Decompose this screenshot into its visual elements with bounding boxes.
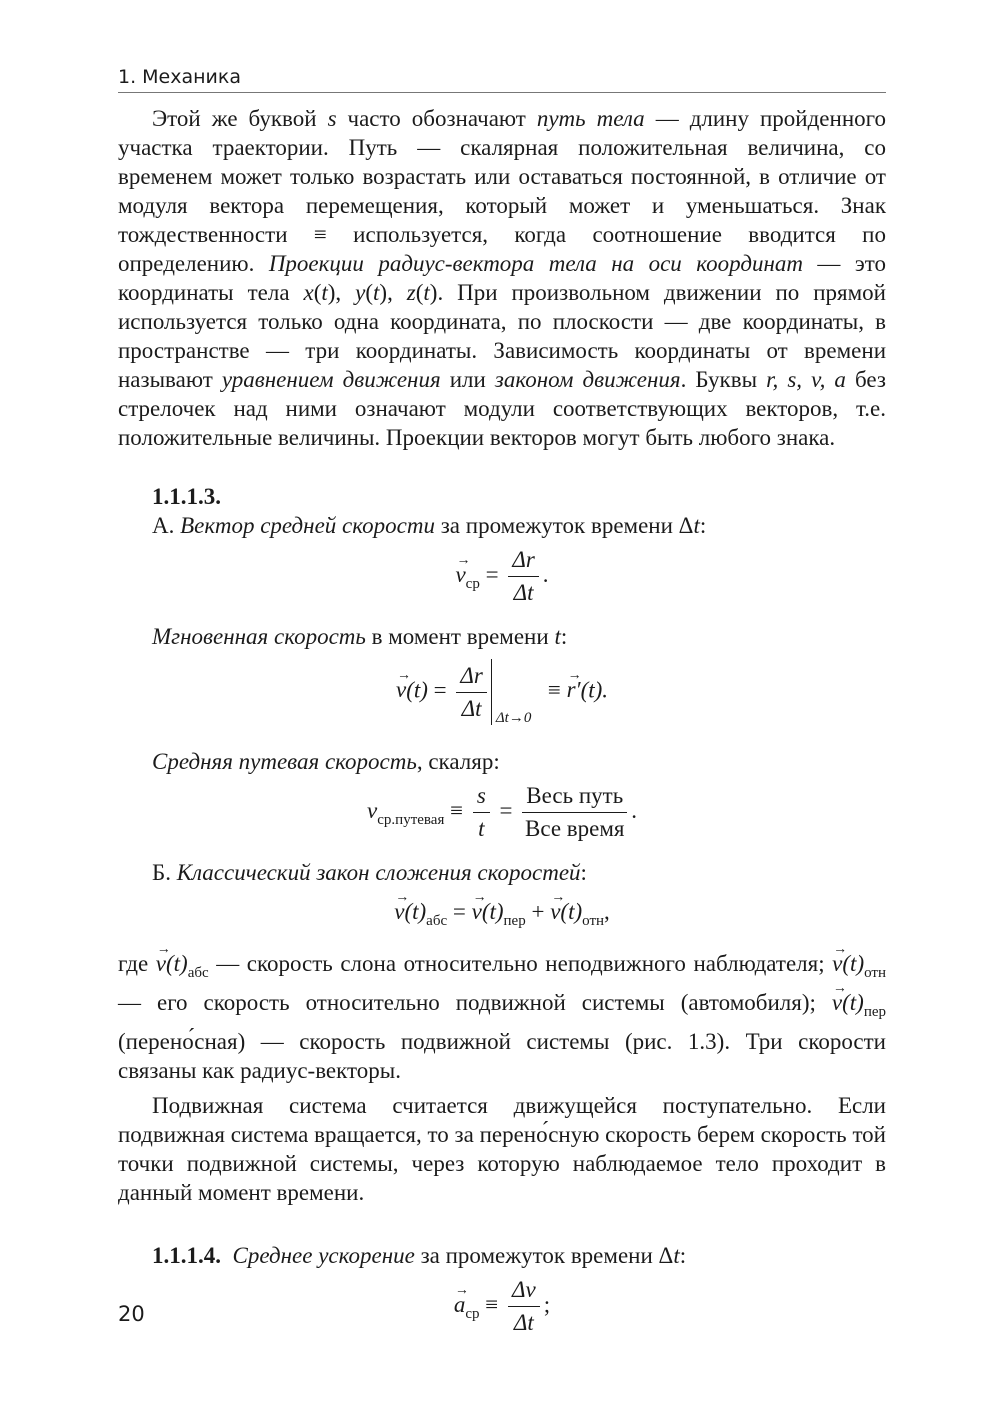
- path-velocity-intro: Средняя путевая скорость, скаляр:: [152, 749, 500, 774]
- section-heading-1113: 1.1.1.3.: [152, 484, 221, 509]
- page-number: 20: [118, 1302, 145, 1326]
- section-heading-1114: 1.1.1.4. Среднее ускорение за промежуток времени Δt:: [152, 1243, 687, 1268]
- page-body: [118, 104, 886, 1342]
- paragraph-path-definition: Этой же буквой s часто обозначают путь тела — длину пройденного участка траектории. Путь — скалярная положительная величина, со временем может только возрастать или оставаться постоянной, в отличие от модуля вектора перемещения, который может и уменьшаться. Знак тождественности ≡ используется, когда соотношение вводится по определению. Проекции радиус-вектора тела на оси координат — это координаты тела x(t), y(t), z(t). При произвольном движении по прямой используется только одна координата, по плоскости — две координаты, в пространстве — три координаты. Зависимость координаты от времени называют уравнением движения или законом движения. Буквы r, s, v, a без стрелочек над ними означают модули соответствующих векторов, т.е. положительные величины. Проекции векторов могут быть любого знака.: [118, 106, 886, 450]
- paragraph-velocity-explanation: где → $v(t)_{абс}$ — скорость слона относительно неподвижного наблюдателя; → $v(t)_{отн}$ — его скорость относительно подвижной системы (автомобиля); → $v(t)_{пер}$ (перено́сная) — скорость подвижной системы (рис. 1.3). Три скорости связаны как радиус-векторы.: [118, 949, 886, 1085]
- avg-velocity-intro: А. Вектор средней скорости за промежуток времени Δt:: [152, 513, 707, 538]
- velocity-addition-intro: Б. Классический закон сложения скоростей:: [152, 860, 587, 885]
- formula-avg-velocity: → $v_{ср}$ = $\frac{\Delta r}{\Delta t}$ .: [118, 546, 886, 612]
- formula-instant-velocity: → v(t) = $\frac{\Delta r}{\Delta t}$ Δt→0 ≡ → r′(t).: [118, 659, 886, 739]
- formula-avg-acceleration: → $a_{ср}$ ≡ $\frac{\Delta v}{\Delta t}$ ;: [118, 1276, 886, 1342]
- formula-path-velocity: $v_{ср.путевая}$ ≡ $\frac{s}{t}$ = $\frac{\text{Весь путь}}{\text{Все время}}$ .: [367, 783, 637, 841]
- chapter-title: 1. Механика: [118, 66, 242, 88]
- paragraph-moving-system: Подвижная система считается движущейся поступательно. Если подвижная система вращается, то за перено́сную скорость берем скорость той точки подвижной системы, через которую наблюдаемое тело проходит в данный момент времени.: [118, 1093, 886, 1205]
- running-header: [118, 62, 886, 93]
- instant-velocity-intro: Мгновенная скорость в момент времени t:: [152, 624, 568, 649]
- formula-velocity-addition: → $v(t)_{абс}$ = → $v(t)_{пер}$ + → $v(t)_{отн}$,: [118, 897, 886, 937]
